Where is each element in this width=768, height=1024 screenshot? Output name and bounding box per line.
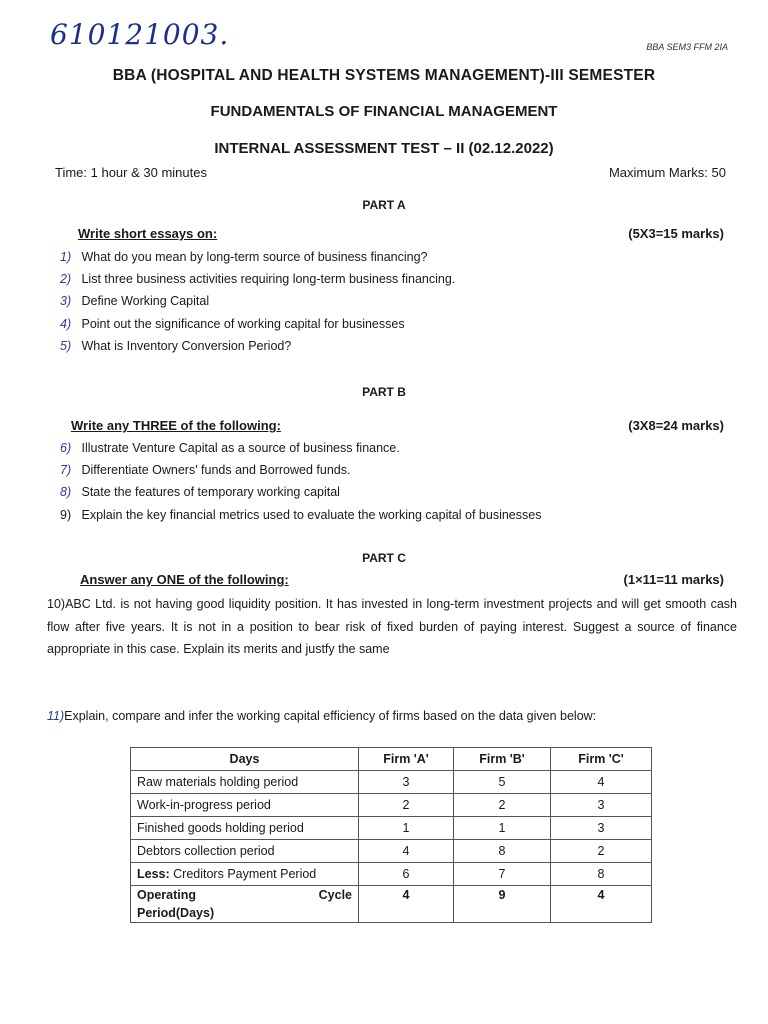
- cell-firm-c: 2: [551, 840, 652, 863]
- table-row: [131, 817, 652, 840]
- question-number: 3): [60, 294, 72, 308]
- total-firm-c: 4: [551, 886, 652, 923]
- program-heading: BBA (HOSPITAL AND HEALTH SYSTEMS MANAGEMENT)-III SEMESTER: [112, 67, 656, 84]
- subject-heading: FUNDAMENTALS OF FINANCIAL MANAGEMENT: [210, 103, 558, 120]
- question-number: 1): [60, 250, 72, 264]
- question-6: [60, 441, 400, 455]
- test-heading: INTERNAL ASSESSMENT TEST – II (02.12.2022): [214, 140, 554, 157]
- question-number: 5): [60, 339, 72, 353]
- total-row-label: [131, 886, 359, 923]
- question-7: [60, 463, 350, 477]
- row-label: Raw materials holding period: [131, 771, 359, 794]
- cell-firm-a: 1: [359, 817, 454, 840]
- question-number: 7): [60, 463, 72, 477]
- part-b-marks: (3X8=24 marks): [628, 418, 724, 433]
- cell-firm-b: 2: [454, 794, 551, 817]
- part-a-title: PART A: [362, 198, 406, 212]
- cell-firm-a: 4: [359, 840, 454, 863]
- question-text: Define Working Capital: [81, 294, 210, 308]
- question-number: 4): [60, 317, 72, 331]
- question-1: [60, 250, 428, 264]
- less-prefix: Less:: [137, 867, 170, 881]
- question-text: What is Inventory Conversion Period?: [81, 339, 292, 353]
- question-text: What do you mean by long-term source of business financing?: [81, 250, 428, 264]
- table-row: [131, 863, 652, 886]
- total-label-right: Cycle: [318, 888, 352, 902]
- cell-firm-b: 5: [454, 771, 551, 794]
- question-text: Explain the key financial metrics used to evaluate the working capital of businesses: [81, 508, 542, 522]
- part-c-instruction: Answer any ONE of the following:: [80, 572, 289, 587]
- total-firm-b: 9: [454, 886, 551, 923]
- question-text: ABC Ltd. is not having good liquidity position. It has invested in long-term investment projects and will get smooth cash flow after five years. It is not in a position to bear risk of fixed burden of paying interest. Suggest a source of finance appropriate in this case. Explain its merits and justfy the same: [47, 597, 737, 656]
- row-label: Finished goods holding period: [131, 817, 359, 840]
- total-firm-a: 4: [359, 886, 454, 923]
- part-c-title: PART C: [362, 551, 406, 565]
- table-row: [131, 771, 652, 794]
- part-a-marks: (5X3=15 marks): [628, 226, 724, 241]
- row-label: Work-in-progress period: [131, 794, 359, 817]
- row-label: [131, 863, 359, 886]
- column-header-firm-a: Firm 'A': [359, 748, 454, 771]
- question-5: [60, 339, 291, 353]
- column-header-days: Days: [131, 748, 359, 771]
- question-2: [60, 272, 455, 286]
- row-label-text: Creditors Payment Period: [173, 867, 317, 881]
- table-row: [131, 840, 652, 863]
- question-number: 11): [47, 709, 65, 723]
- question-number: 10): [47, 597, 66, 611]
- part-b-title: PART B: [362, 385, 406, 399]
- cell-firm-c: 4: [551, 771, 652, 794]
- paper-code: BBA SEM3 FFM 2IA: [646, 42, 728, 52]
- part-a-instruction: Write short essays on:: [78, 226, 218, 241]
- question-text: Point out the significance of working capital for businesses: [81, 317, 405, 331]
- question-10: [47, 593, 737, 661]
- table-header-row: [131, 748, 652, 771]
- handwritten-roll-number: 610121003.: [50, 18, 230, 51]
- time-allowed: Time: 1 hour & 30 minutes: [55, 165, 207, 180]
- question-8: [60, 485, 340, 499]
- operating-cycle-table: [130, 747, 652, 923]
- question-text: List three business activities requiring long-term business financing.: [81, 272, 456, 286]
- question-number: 8): [60, 485, 72, 499]
- question-3: [60, 294, 209, 308]
- question-text: State the features of temporary working capital: [81, 485, 340, 499]
- maximum-marks: Maximum Marks: 50: [608, 165, 726, 180]
- question-4: [60, 317, 405, 331]
- total-label-line-1: [137, 888, 352, 902]
- row-label: Debtors collection period: [131, 840, 359, 863]
- cell-firm-c: 8: [551, 863, 652, 886]
- cell-firm-c: 3: [551, 794, 652, 817]
- question-text: Differentiate Owners' funds and Borrowed funds.: [81, 463, 351, 477]
- question-number: 6): [60, 441, 72, 455]
- question-text: Explain, compare and infer the working capital efficiency of firms based on the data given below:: [64, 709, 597, 723]
- cell-firm-a: 6: [359, 863, 454, 886]
- total-label-left: Operating: [137, 888, 197, 902]
- cell-firm-b: 1: [454, 817, 551, 840]
- question-9: [60, 508, 541, 522]
- question-11: [47, 709, 596, 723]
- part-c-marks: (1×11=11 marks): [623, 572, 724, 587]
- question-number: 2): [60, 272, 72, 286]
- table-row: [131, 794, 652, 817]
- cell-firm-a: 3: [359, 771, 454, 794]
- column-header-firm-c: Firm 'C': [551, 748, 652, 771]
- cell-firm-b: 7: [454, 863, 551, 886]
- total-label-line-2: Period(Days): [137, 906, 215, 920]
- question-number: 9): [60, 508, 72, 522]
- cell-firm-a: 2: [359, 794, 454, 817]
- question-text: Illustrate Venture Capital as a source of business finance.: [81, 441, 400, 455]
- column-header-firm-b: Firm 'B': [454, 748, 551, 771]
- table-total-row: [131, 886, 652, 923]
- cell-firm-b: 8: [454, 840, 551, 863]
- part-b-instruction: Write any THREE of the following:: [71, 418, 281, 433]
- cell-firm-c: 3: [551, 817, 652, 840]
